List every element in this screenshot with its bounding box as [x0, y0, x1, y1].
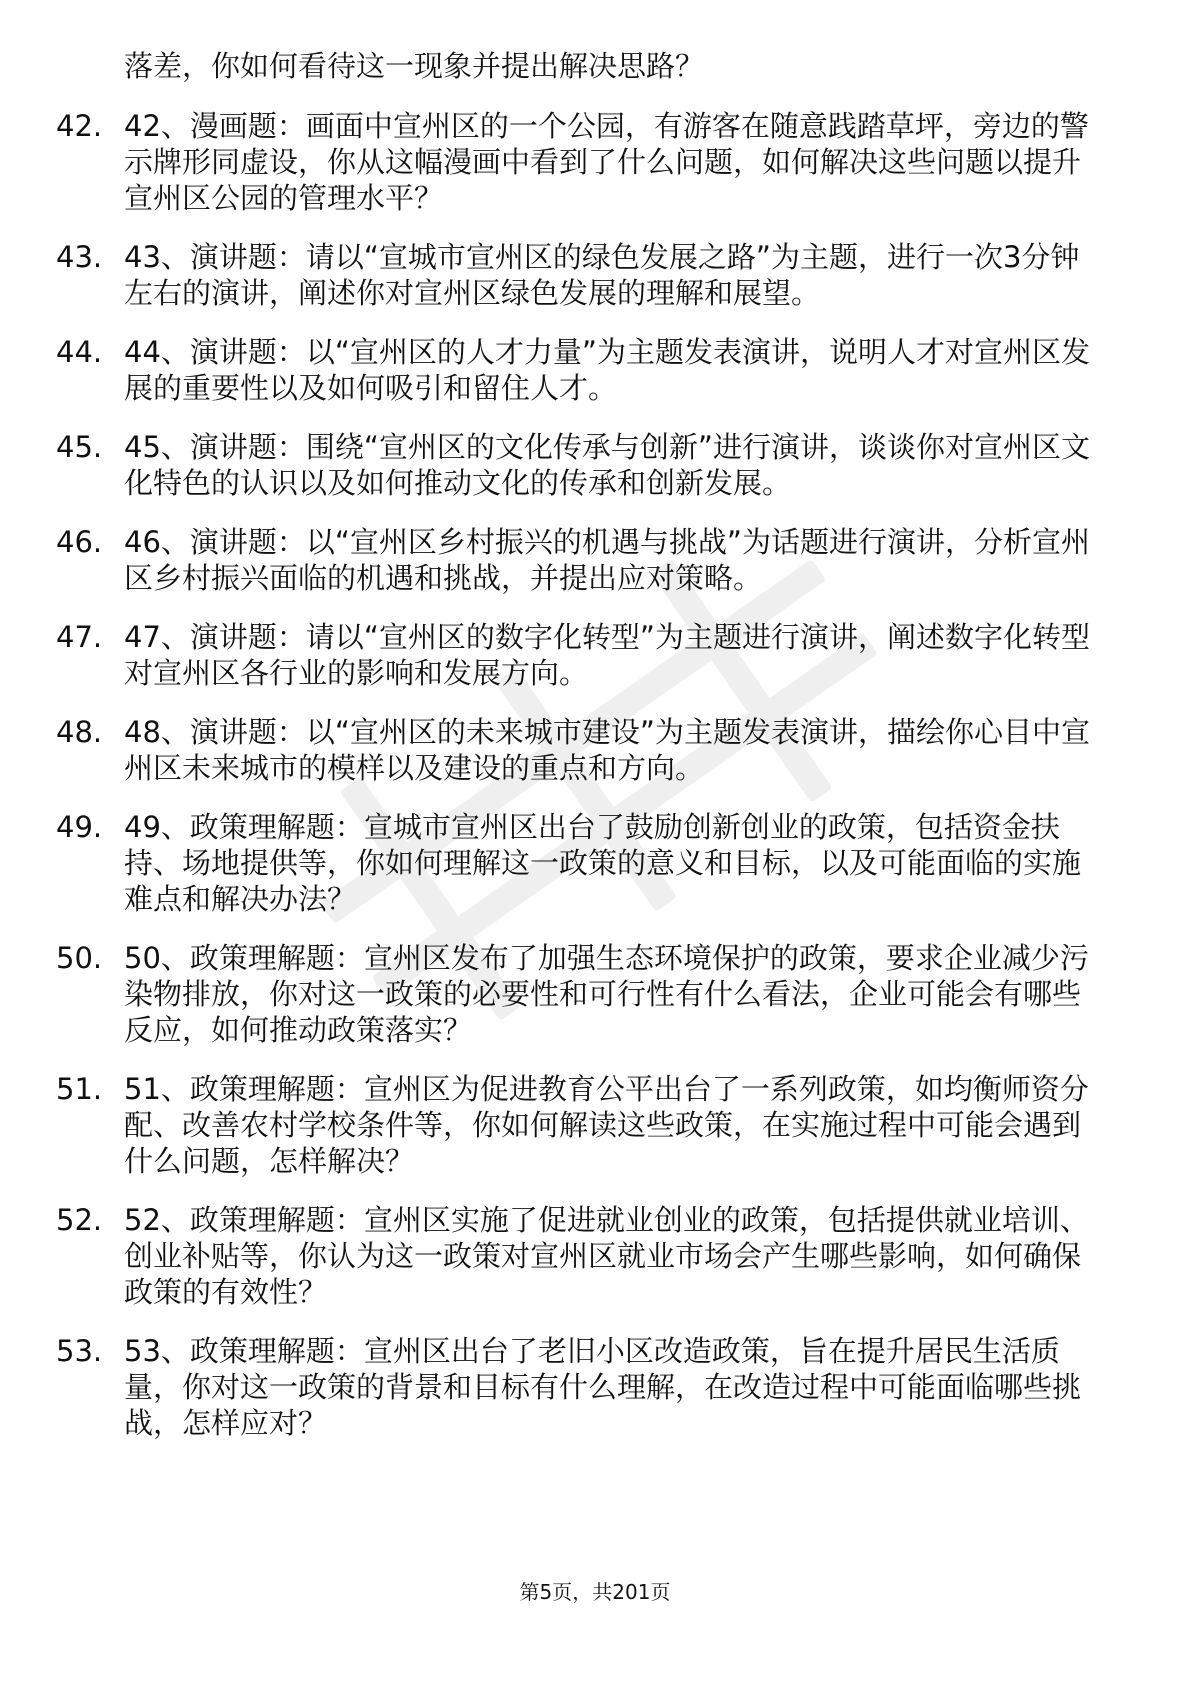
item-text: 46、演讲题：以“宣州区乡村振兴的机遇与挑战”为话题进行演讲，分析宣州区乡村振兴面临的机遇和挑战，并提出应对策略。: [124, 525, 1090, 595]
list-item-44: [56, 334, 1106, 406]
list-item-50: [56, 940, 1106, 1048]
item-number: 45.: [56, 430, 103, 464]
item-text: 50、政策理解题：宣州区发布了加强生态环境保护的政策，要求企业减少污染物排放，你对这一政策的必要性和可行性有什么看法，企业可能会有哪些反应，如何推动政策落实？: [124, 941, 1089, 1047]
page-footer: 第5页，共201页: [519, 1580, 671, 1604]
list-item-43: [56, 239, 1106, 311]
list-item-47: [56, 619, 1106, 691]
item-text: 53、政策理解题：宣州区出台了老旧小区改造政策，旨在提升居民生活质量，你对这一政策的背景和目标有什么理解，在改造过程中可能面临哪些挑战，怎样应对？: [124, 1334, 1082, 1440]
item-number: 50.: [56, 941, 103, 975]
item-text: 45、演讲题：围绕“宣州区的文化传承与创新”进行演讲，谈谈你对宣州区文化特色的认识以及如何推动文化的传承和创新发展。: [124, 430, 1090, 500]
list-item-48: [56, 714, 1106, 786]
list-item-52: [56, 1202, 1106, 1310]
list-item-49: [56, 809, 1106, 917]
continuation-text: 落差，你如何看待这一现象并提出解决思路？: [124, 49, 705, 83]
item-number: 42.: [56, 109, 103, 143]
item-number: 53.: [56, 1334, 103, 1368]
item-number: 43.: [56, 240, 103, 274]
list-item-45: [56, 429, 1106, 501]
item-number: 47.: [56, 620, 103, 654]
item-text: 48、演讲题：以“宣州区的未来城市建设”为主题发表演讲，描绘你心目中宣州区未来城市的模样以及建设的重点和方向。: [124, 715, 1090, 785]
list-item-53: [56, 1333, 1106, 1441]
item-text: 52、政策理解题：宣州区实施了促进就业创业的政策，包括提供就业培训、创业补贴等，你认为这一政策对宣州区就业市场会产生哪些影响，如何确保政策的有效性？: [124, 1203, 1089, 1309]
list-item-42: [56, 108, 1106, 216]
item-text: 44、演讲题：以“宣州区的人才力量”为主题发表演讲，说明人才对宣州区发展的重要性以及如何吸引和留住人才。: [124, 335, 1090, 405]
list-item-46: [56, 524, 1106, 596]
item-number: 51.: [56, 1072, 103, 1106]
item-number: 49.: [56, 810, 103, 844]
item-text: 43、演讲题：请以“宣城市宣州区的绿色发展之路”为主题，进行一次3分钟左右的演讲，阐述你对宣州区绿色发展的理解和展望。: [124, 240, 1080, 310]
item-text: 42、漫画题：画面中宣州区的一个公园，有游客在随意践踏草坪，旁边的警示牌形同虚设，你从这幅漫画中看到了什么问题，如何解决这些问题以提升宣州区公园的管理水平？: [124, 109, 1089, 215]
item-number: 48.: [56, 715, 103, 749]
item-number: 46.: [56, 525, 103, 559]
item-text: 47、演讲题：请以“宣州区的数字化转型”为主题进行演讲，阐述数字化转型对宣州区各行业的影响和发展方向。: [124, 620, 1090, 690]
item-number: 44.: [56, 335, 103, 369]
question-list: [56, 48, 1106, 1464]
list-item-51: [56, 1071, 1106, 1179]
item-number: 52.: [56, 1203, 103, 1237]
item-text: 51、政策理解题：宣州区为促进教育公平出台了一系列政策，如均衡师资分配、改善农村学校条件等，你如何解读这些政策，在实施过程中可能会遇到什么问题，怎样解决？: [124, 1072, 1089, 1178]
item-text: 49、政策理解题：宣城市宣州区出台了鼓励创新创业的政策，包括资金扶持、场地提供等，你如何理解这一政策的意义和目标，以及可能面临的实施难点和解决办法？: [124, 810, 1082, 916]
